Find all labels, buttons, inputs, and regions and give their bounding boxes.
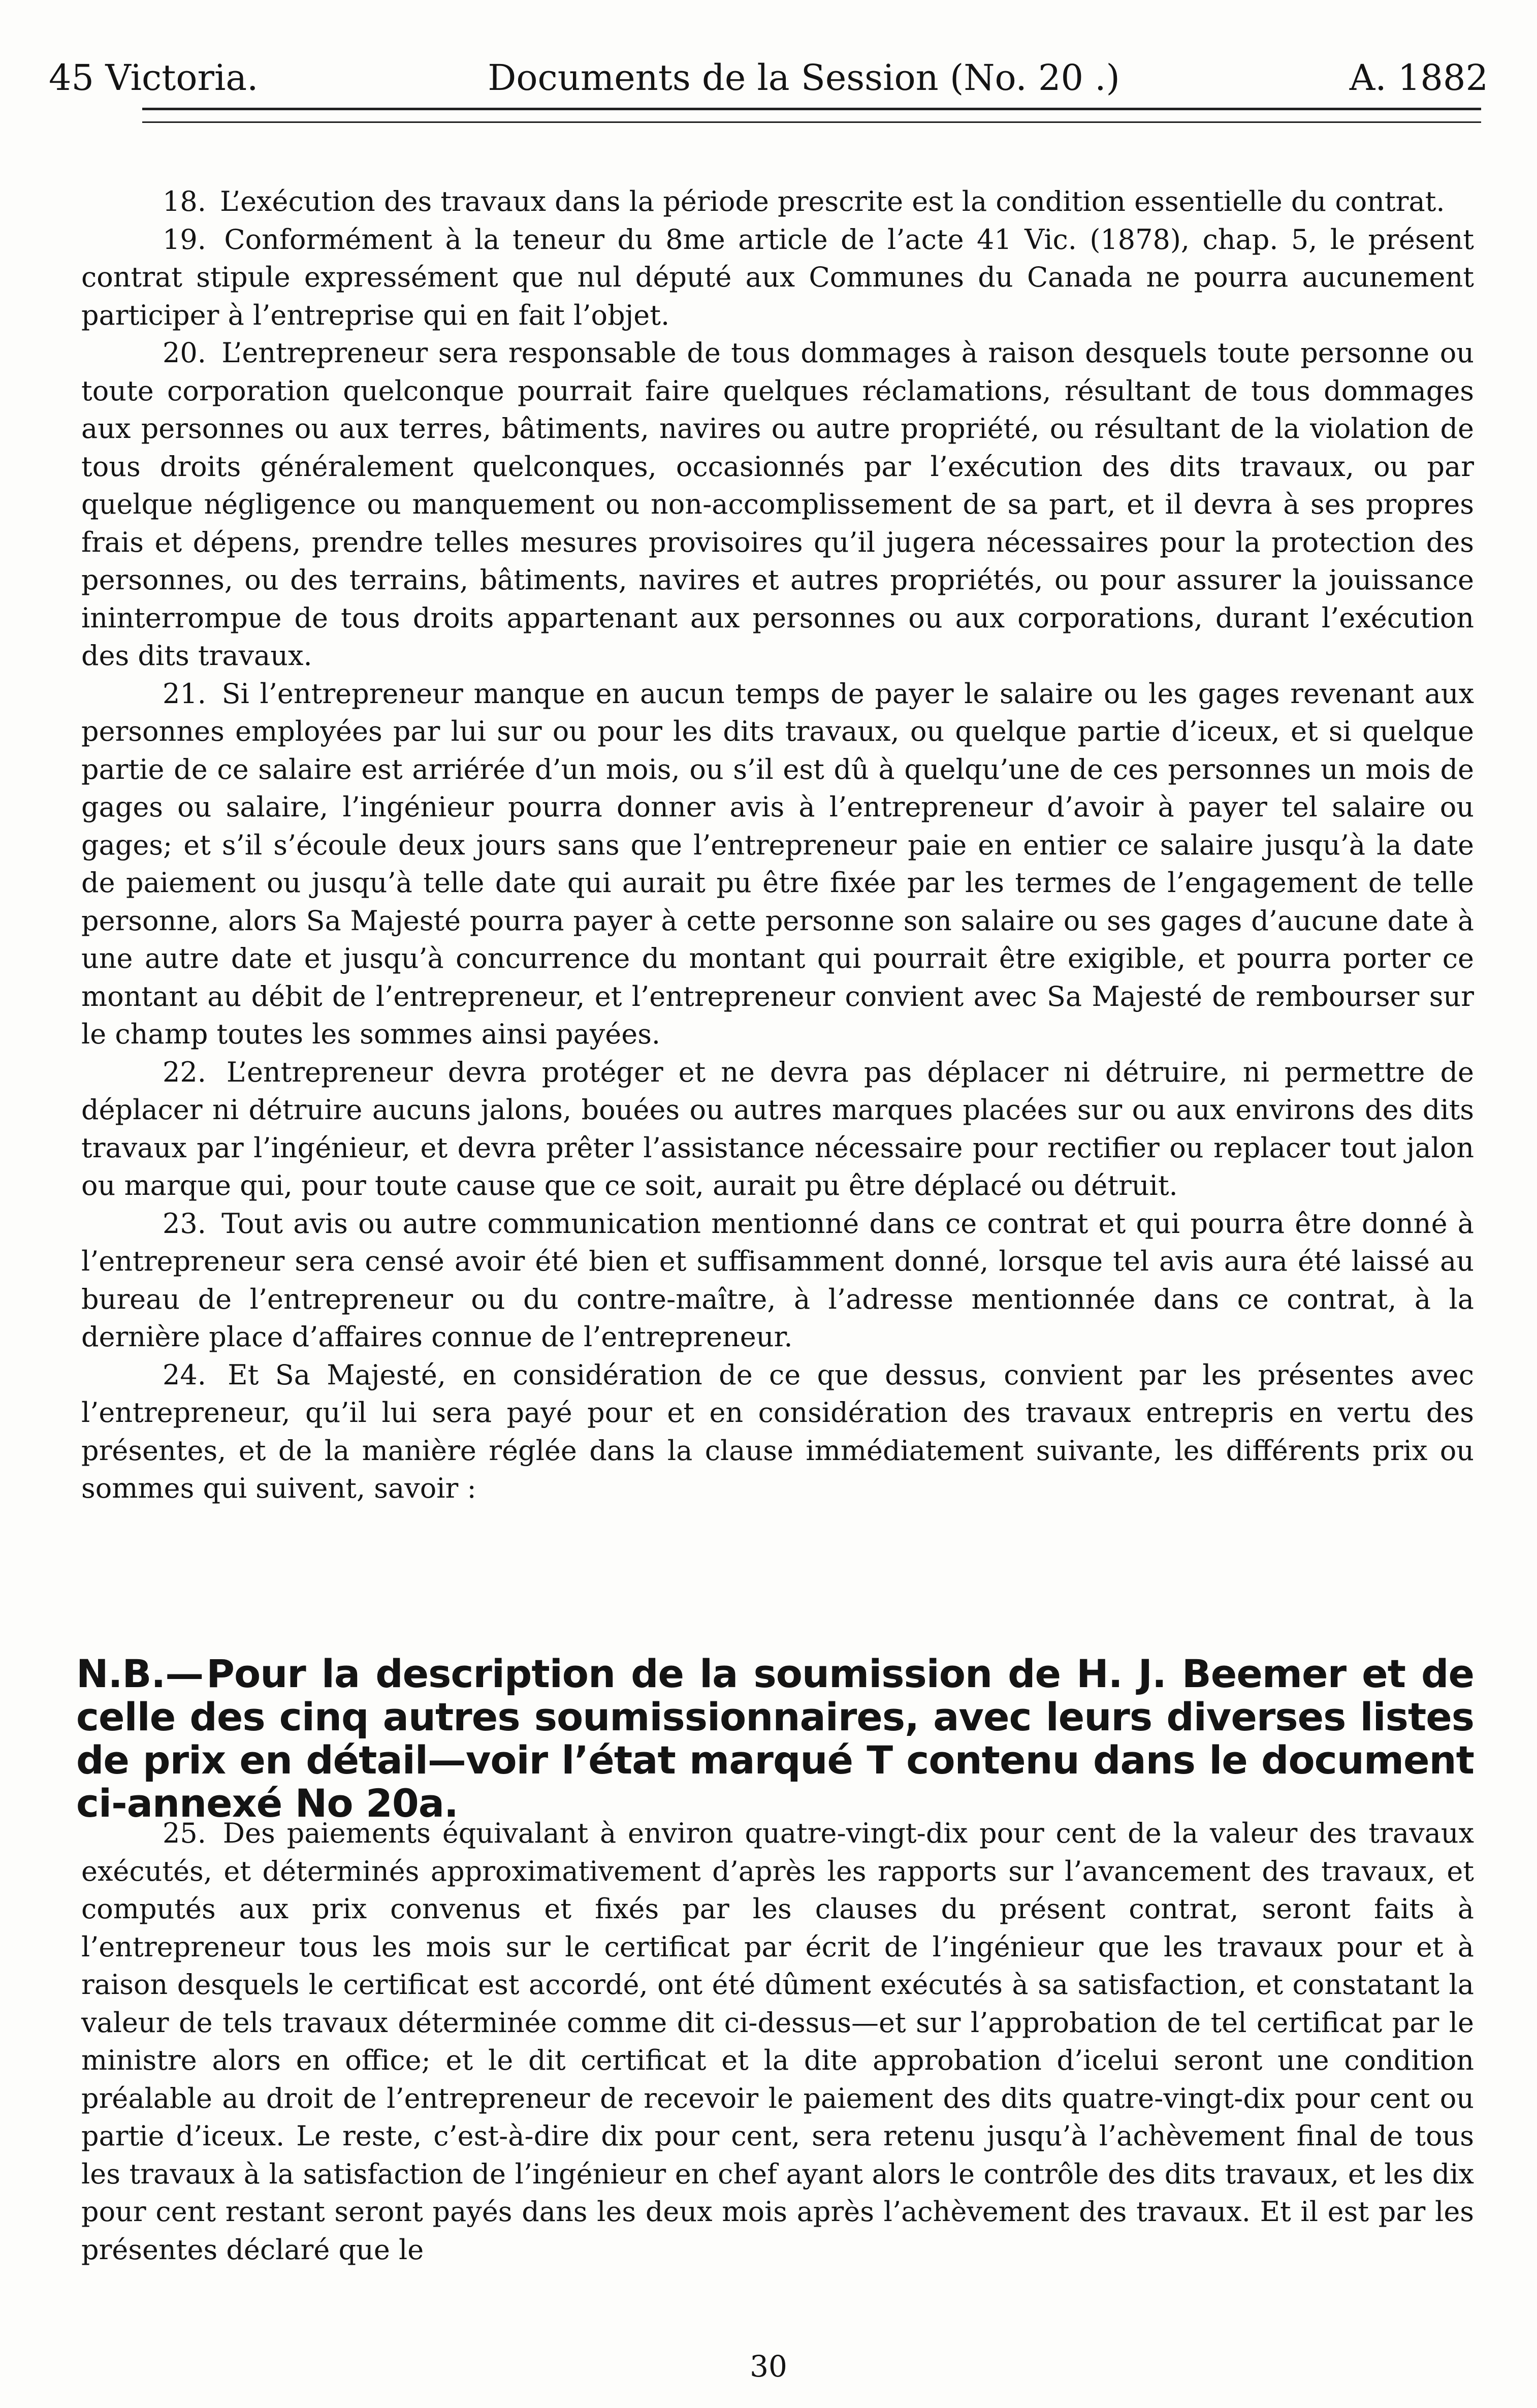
paragraph-21 (81, 675, 1474, 1054)
second-text-block (81, 1815, 1474, 2269)
paragraph-18 (81, 183, 1474, 221)
paragraph-19 (81, 221, 1474, 335)
paragraph-text: L’entrepreneur sera responsable de tous dommages à raison desquels toute personne ou toute corporation quelconque pourrait faire quelques réclamations, résultant de tous dommages aux personnes ou aux terres, bâtiments, navires ou autre propriété, ou résultant de la violation de tous droits généralement quelconques, occasionnés par l’exécution des dits travaux, ou par quelque négligence ou manquement ou non-accomplissement de sa part, et il devra à ses propres frais et dépens, prendre telles mesures provisoires qu’il jugera nécessaires pour la protection des personnes, ou des terrains, bâtiments, navires et autres propriétés, ou pour assurer la jouissance ininterrompue de tous droits appartenant aux personnes ou aux corporations, durant l’exécution des dits travaux. (81, 337, 1474, 672)
nb-text: Pour la description de la soumission de H. J. Beemer et de celle des cinq autres soumissionnaires, avec leurs diverses listes de prix en détail—voir l’état marqué T contenu dans le document ci-annexé No 20a. (76, 1651, 1474, 1826)
nb-lead: N.B.— (76, 1651, 204, 1696)
paragraph-number: 20. (163, 337, 206, 369)
paragraph-24 (81, 1356, 1474, 1508)
paragraph-text: Conformément à la teneur du 8me article de l’acte 41 Vic. (1878), chap. 5, le présent contrat stipule expressément que nul député aux Communes du Canada ne pourra aucunement participer à l’entreprise qui en fait l’objet. (81, 223, 1474, 331)
paragraph-20 (81, 334, 1474, 675)
paragraph-number: 24. (163, 1358, 206, 1391)
paragraph-number: 21. (163, 677, 206, 710)
paragraph-number: 22. (163, 1056, 206, 1088)
header-right: A. 1882 (1349, 57, 1488, 99)
paragraph-text: Et Sa Majesté, en considération de ce que dessus, convient par les présentes avec l’entrepreneur, qu’il lui sera payé pour et en considération des travaux entrepris en vertu des présentes, et de la manière réglée dans la clause immédiatement suivante, les différents prix ou sommes qui suivent, savoir : (81, 1358, 1474, 1504)
paragraph-text: L’exécution des travaux dans la période prescrite est la condition essentielle du contrat. (220, 185, 1445, 217)
paragraph-text: Des paiements équivalant à environ quatre-vingt-dix pour cent de la valeur des travaux exécutés, et déterminés approximativement d’après les rapports sur l’avancement des travaux, et computés aux prix convenus et fixés par les clauses du présent contrat, seront faits à l’entrepreneur tous les mois sur le certificat par écrit de l’ingénieur que les travaux pour et à raison desquels le certificat est accordé, ont été dûment exécutés à sa satisfaction, et constatant la valeur de tels travaux déterminée comme dit ci-dessus—et sur l’approbation de tel certificat par le ministre alors en office; et le dit certificat et la dite approbation d’icelui seront une condition préalable au droit de l’entrepreneur de recevoir le paiement des dits quatre-vingt-dix pour cent ou partie d’iceux. Le reste, c’est-à-dire dix pour cent, sera retenu jusqu’à l’achèvement final de tous les travaux à la satisfaction de l’ingénieur en chef ayant alors le contrôle des dits travaux, et les dix pour cent restant seront payés dans les deux mois après l’achèvement des travaux. Et il est par les présentes déclaré que le (81, 1817, 1475, 2266)
paragraph-number: 23. (163, 1207, 206, 1240)
paragraph-number: 25. (163, 1817, 206, 1849)
paragraph-23 (81, 1205, 1474, 1356)
header-center: Documents de la Session (No. 20 .) (488, 57, 1120, 99)
paragraph-number: 18. (163, 185, 206, 217)
main-text-block (81, 183, 1474, 1508)
header-double-rule (142, 108, 1481, 123)
paragraph-text: Tout avis ou autre communication mentionné dans ce contrat et qui pourra être donné à l’entrepreneur sera censé avoir été bien et suffisamment donné, lorsque tel avis aura été laissé au bureau de l’entrepreneur ou du contre-maître, à l’adresse mentionnée dans ce contrat, à la dernière place d’affaires connue de l’entrepreneur. (81, 1207, 1474, 1353)
running-header (49, 40, 1488, 99)
paragraph-text: Si l’entrepreneur manque en aucun temps de payer le salaire ou les gages revenant aux personnes employées par lui sur ou pour les dits travaux, ou quelque partie d’iceux, et si quelque partie de ce salaire est arriérée d’un mois, ou s’il est dû à quelqu’une de ces personnes un mois de gages ou salaire, l’ingénieur pourra donner avis à l’entrepreneur d’avoir à payer tel salaire ou gages; et s’il s’écoule deux jours sans que l’entrepreneur paie en entier ce salaire jusqu’à la date de paiement ou jusqu’à telle date qui aurait pu être fixée par les termes de l’engagement de telle personne, alors Sa Majesté pourra payer à cette personne son salaire ou ses gages d’aucune date à une autre date et jusqu’à concurrence du montant qui pourrait être exigible, et pourra porter ce montant au débit de l’entrepreneur, et l’entrepreneur convient avec Sa Majesté de rembourser sur le champ toutes les sommes ainsi payées. (81, 677, 1474, 1050)
paragraph-22 (81, 1054, 1474, 1205)
nb-note (76, 1652, 1474, 1825)
paragraph-text: L’entrepreneur devra protéger et ne devra pas déplacer ni détruire, ni permettre de déplacer ni détruire aucuns jalons, bouées ou autres marques placées sur ou aux environs des dits travaux par l’ingénieur, et devra prêter l’assistance nécessaire pour rectifier ou replacer tout jalon ou marque qui, pour toute cause que ce soit, aurait pu être déplacé ou détruit. (81, 1056, 1474, 1201)
paragraph-number: 19. (163, 223, 206, 256)
page-number: 30 (750, 2349, 787, 2384)
header-left: 45 Victoria. (49, 57, 259, 99)
paragraph-25 (81, 1815, 1474, 2269)
